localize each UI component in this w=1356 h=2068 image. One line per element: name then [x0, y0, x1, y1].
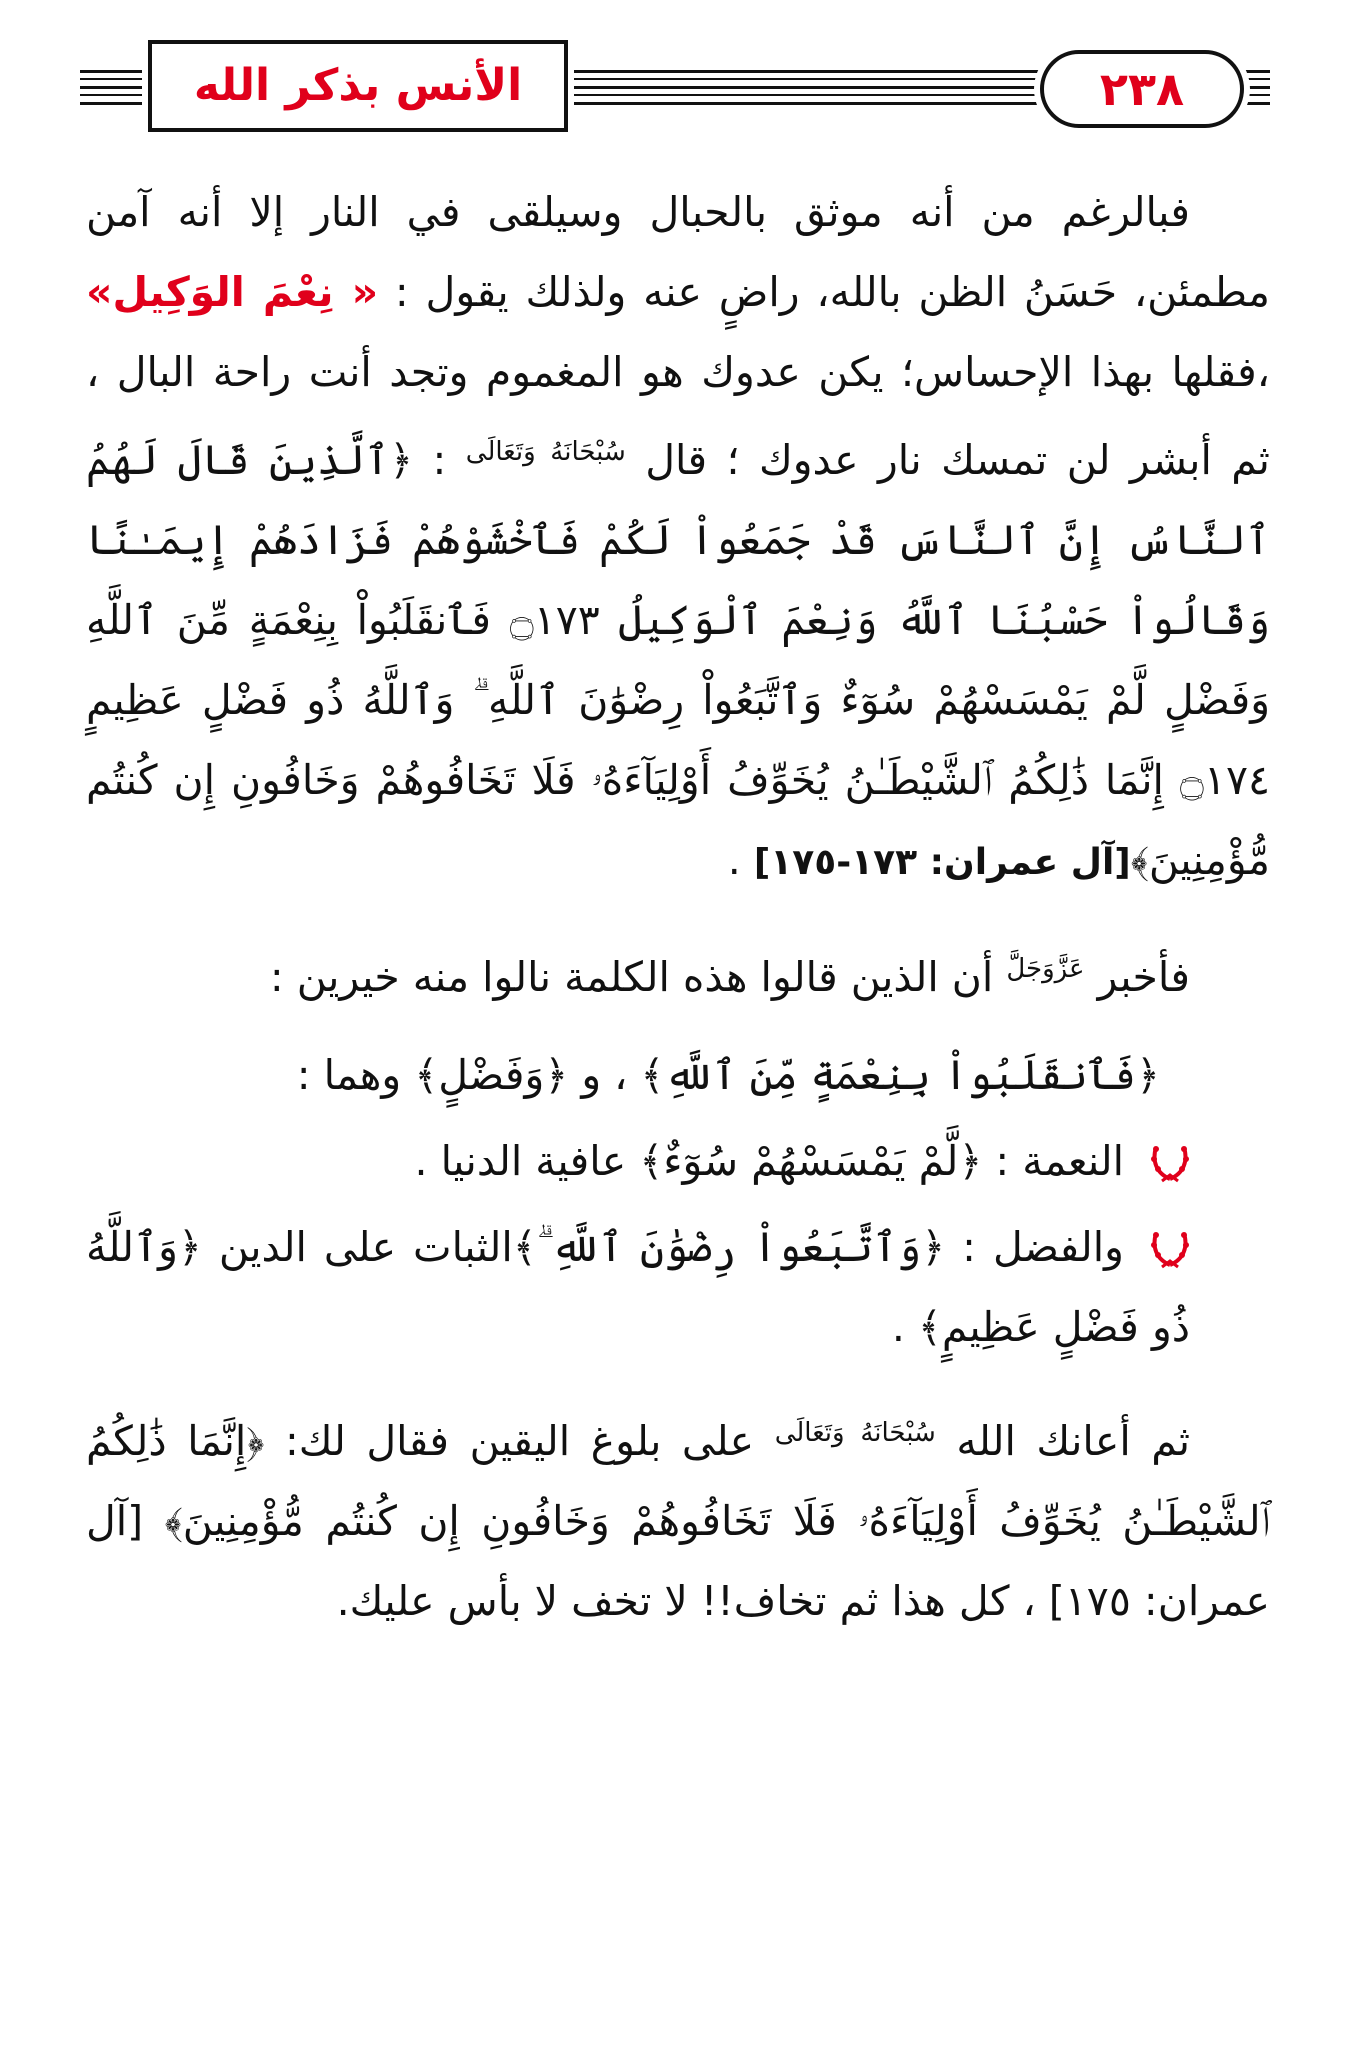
quote-red: « نِعْمَ الوَكِيل»	[86, 268, 379, 316]
page-header	[80, 36, 1270, 132]
text-run: على بلوغ اليقين فقال لك:	[264, 1417, 775, 1465]
paragraph-1	[86, 172, 1270, 903]
bullet-label: النعمة :	[982, 1137, 1124, 1185]
text-run: فبالرغم من أنه موثق بالحبال وسيلقى في النار إلا أنه آمن مطمئن، حَسَنُ الظن بالله، راضٍ عنه ولذلك يقول :	[86, 188, 1270, 316]
wreath-icon	[1150, 1139, 1190, 1183]
bullet-item	[86, 1207, 1270, 1367]
page-body	[86, 172, 1270, 1641]
quran-verse: ﴿لَّمْ يَمْسَسْهُمْ سُوٓءٌ﴾	[639, 1137, 983, 1185]
quran-verse: ﴿وَٱتَّبَعُواْ رِضْوَٰنَ ٱللَّهِ ۗ﴾	[512, 1223, 946, 1271]
text-run: ،فقلها بهذا الإحساس؛ يكن عدوك هو المغموم وتجد أنت راحة البال ، ثم أبشر لن تمسك نار عدوك ؛ قال	[86, 348, 1270, 484]
bullet-item	[86, 1121, 1270, 1201]
page-number-box	[1040, 50, 1244, 128]
two-blessings-line	[86, 1035, 1270, 1115]
text-run: :	[432, 436, 466, 484]
honorific: سُبْحَانَهُ وَتَعَالَى	[465, 437, 626, 467]
paragraph-3	[86, 1393, 1270, 1641]
honorific: سُبْحَانَهُ وَتَعَالَى	[774, 1418, 936, 1448]
text-run: .	[727, 836, 754, 884]
quran-verse: ﴿وَٱللَّهُ ذُو فَضْلٍ عَظِيمٍ﴾	[86, 1223, 1190, 1351]
verse-reference: [آل عمران: ١٧٣-١٧٥]	[753, 842, 1131, 883]
text-run: أن الذين قالوا هذه الكلمة نالوا منه خيرين :	[269, 953, 1007, 1001]
quran-verse: ﴿ٱلَّذِينَ قَالَ لَهُمُ ٱلنَّاسُ إِنَّ ٱلنَّاسَ قَدْ جَمَعُواْ لَكُمْ فَٱخْشَوْهُمْ فَزَادَهُمْ إِيمَـٰنًا وَقَالُواْ حَسْبُنَا ٱللَّهُ وَنِعْمَ ٱلْوَكِيلُ ۝١٧٣ فَٱنقَلَبُواْ بِنِعْمَةٍ مِّنَ ٱللَّهِ وَفَضْلٍ لَّمْ يَمْسَسْهُمْ سُوٓءٌ وَٱتَّبَعُواْ رِضْوَٰنَ ٱللَّهِ ۗ وَٱللَّهُ ذُو فَضْلٍ عَظِيمٍ ۝١٧٤ إِنَّمَا ذَٰلِكُمُ ٱلشَّيْطَـٰنُ يُخَوِّفُ أَوْلِيَآءَهُۥ فَلَا تَخَافُوهُمْ وَخَافُونِ إِن كُنتُم مُّؤْمِنِينَ﴾	[86, 436, 1270, 884]
page-number: ٢٣٨	[1099, 62, 1185, 116]
wreath-icon	[1150, 1225, 1190, 1269]
bullet-label: والفضل :	[945, 1223, 1124, 1271]
honorific: عَزَّوَجَلَّ	[1006, 954, 1085, 984]
quran-verse: ﴿فَٱنقَلَبُواْ بِنِعْمَةٍ مِّنَ ٱللَّهِ﴾	[640, 1051, 1160, 1099]
text-run: ، كل هذا ثم تخاف!! لا تخف لا بأس عليك.	[336, 1577, 1049, 1625]
quran-verse: ﴿إِنَّمَا ذَٰلِكُمُ ٱلشَّيْطَـٰنُ يُخَوِّفُ أَوْلِيَآءَهُۥ فَلَا تَخَافُوهُمْ وَخَافُونِ إِن كُنتُم مُّؤْمِنِينَ﴾	[86, 1417, 1270, 1545]
book-title: الأنس بذكر الله	[193, 60, 523, 111]
verse-reference: [آل عمران: ١٧٥]	[86, 1497, 1270, 1625]
text-run: ثم أعانك الله	[935, 1417, 1190, 1465]
text-run: الثبات على الدين	[201, 1223, 513, 1271]
paragraph-2	[86, 929, 1270, 1017]
text-run: .	[891, 1303, 918, 1351]
text-run: عافية الدنيا .	[414, 1137, 640, 1185]
quran-verse: ﴿وَفَضْلٍ﴾	[414, 1051, 569, 1099]
book-title-box	[148, 40, 568, 132]
text-run: فأخبر	[1084, 953, 1190, 1001]
text-run: ، و	[568, 1051, 641, 1099]
text-run: وهما :	[296, 1051, 415, 1099]
